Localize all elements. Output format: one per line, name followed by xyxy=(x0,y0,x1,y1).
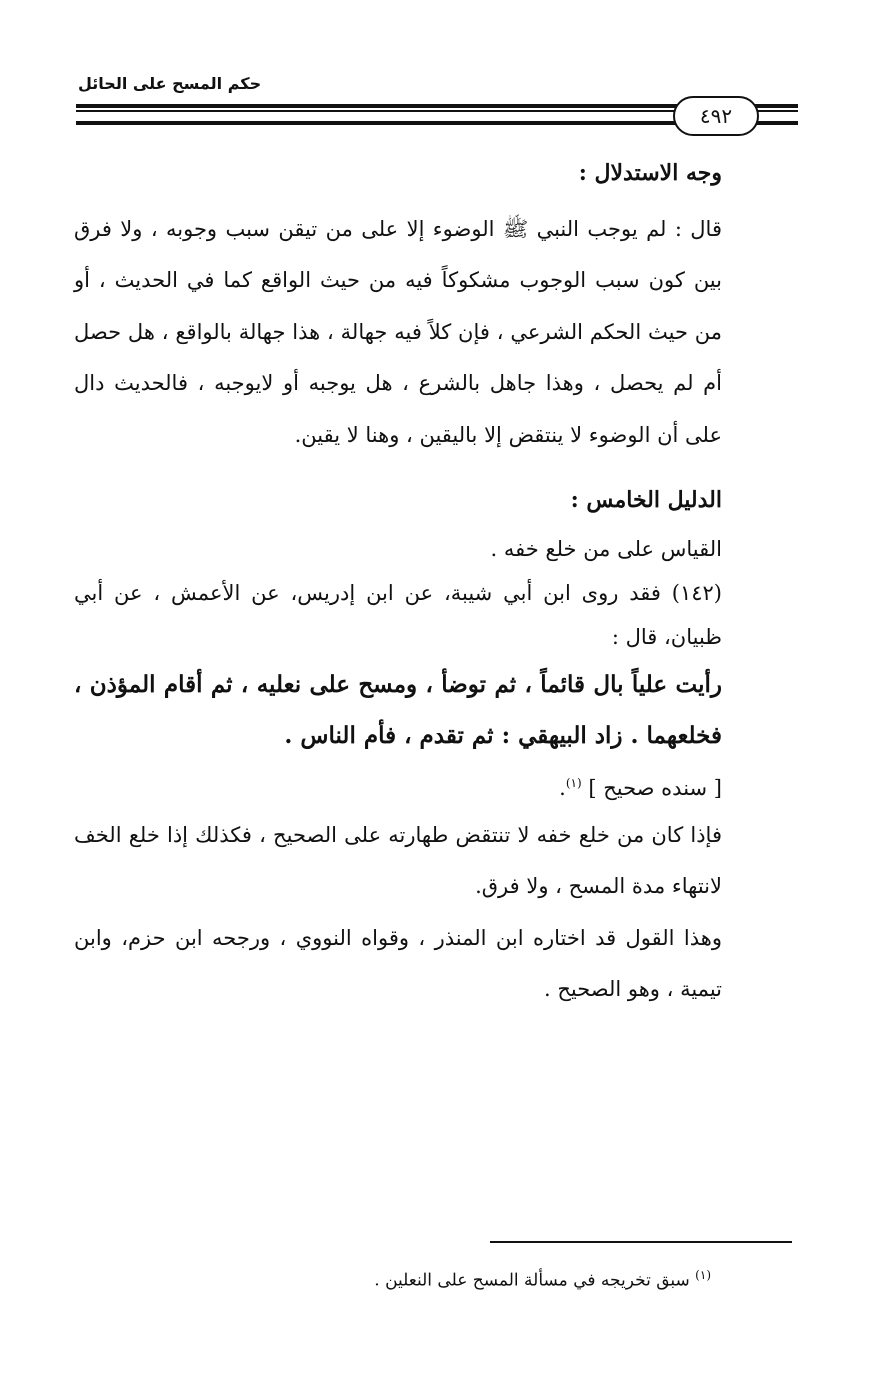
heading-istidlal: وجه الاستدلال : xyxy=(578,160,722,186)
grading-line xyxy=(74,761,722,810)
page-number: ٤٩٢ xyxy=(673,96,759,136)
paragraph-qal: قال : لم يوجب النبي ﷺ الوضوء إلا على من تيقن سبب وجوبه ، ولا فرق بين كون سبب الوجوب مشكوكاً فيه من حيث الواقع كما في الحديث ، أو من حيث الحكم الشرعي ، فإن كلاً فيه جهالة ، هذا جهالة بالواقع ، هل حصل أم لم يحصل ، وهذا جاهل بالشرع ، هل يوجبه أو لايوجبه ، فالحديث دال على أن الوضوء لا ينتقض إلا باليقين ، وهنا لا يقين. xyxy=(74,216,722,447)
paragraph-conclusion: فإذا كان من خلع خفه لا تنتقض طهارته على الصحيح ، فكذلك إذا خلع الخف لانتهاء مدة المسح ، ولا فرق. xyxy=(74,822,722,898)
footnote xyxy=(374,1268,711,1291)
paragraph-scholars: وهذا القول قد اختاره ابن المنذر ، وقواه النووي ، ورجحه ابن حزم، وابن تيمية ، وهو الصحيح . xyxy=(74,925,722,1001)
hadith-quote: رأيت علياً بال قائماً ، ثم توضأ ، ومسح على نعليه ، ثم أقام المؤذن ، فخلعهما . زاد البيهقي : ثم تقدم ، فأم الناس . xyxy=(74,670,722,749)
paragraph-qiyas: القياس على من خلع خفه . xyxy=(490,536,722,561)
footnote-reference: (١) xyxy=(565,775,582,790)
grading-text: [ سنده صحيح ] xyxy=(588,775,722,800)
running-title: حكم المسح على الحائل xyxy=(78,74,262,93)
heading-fifth-evidence: الدليل الخامس : xyxy=(570,487,722,513)
paragraph-narration: (١٤٢) فقد روى ابن أبي شيبة، عن ابن إدريس، عن الأعمش ، عن أبي ظبيان، قال : xyxy=(74,580,722,649)
footnote-separator xyxy=(490,1241,792,1243)
grading-end: . xyxy=(559,775,566,800)
footnote-text: سبق تخريجه في مسألة المسح على النعلين . xyxy=(374,1270,690,1291)
page-body xyxy=(74,148,722,1016)
footnote-marker: (١) xyxy=(695,1268,711,1282)
